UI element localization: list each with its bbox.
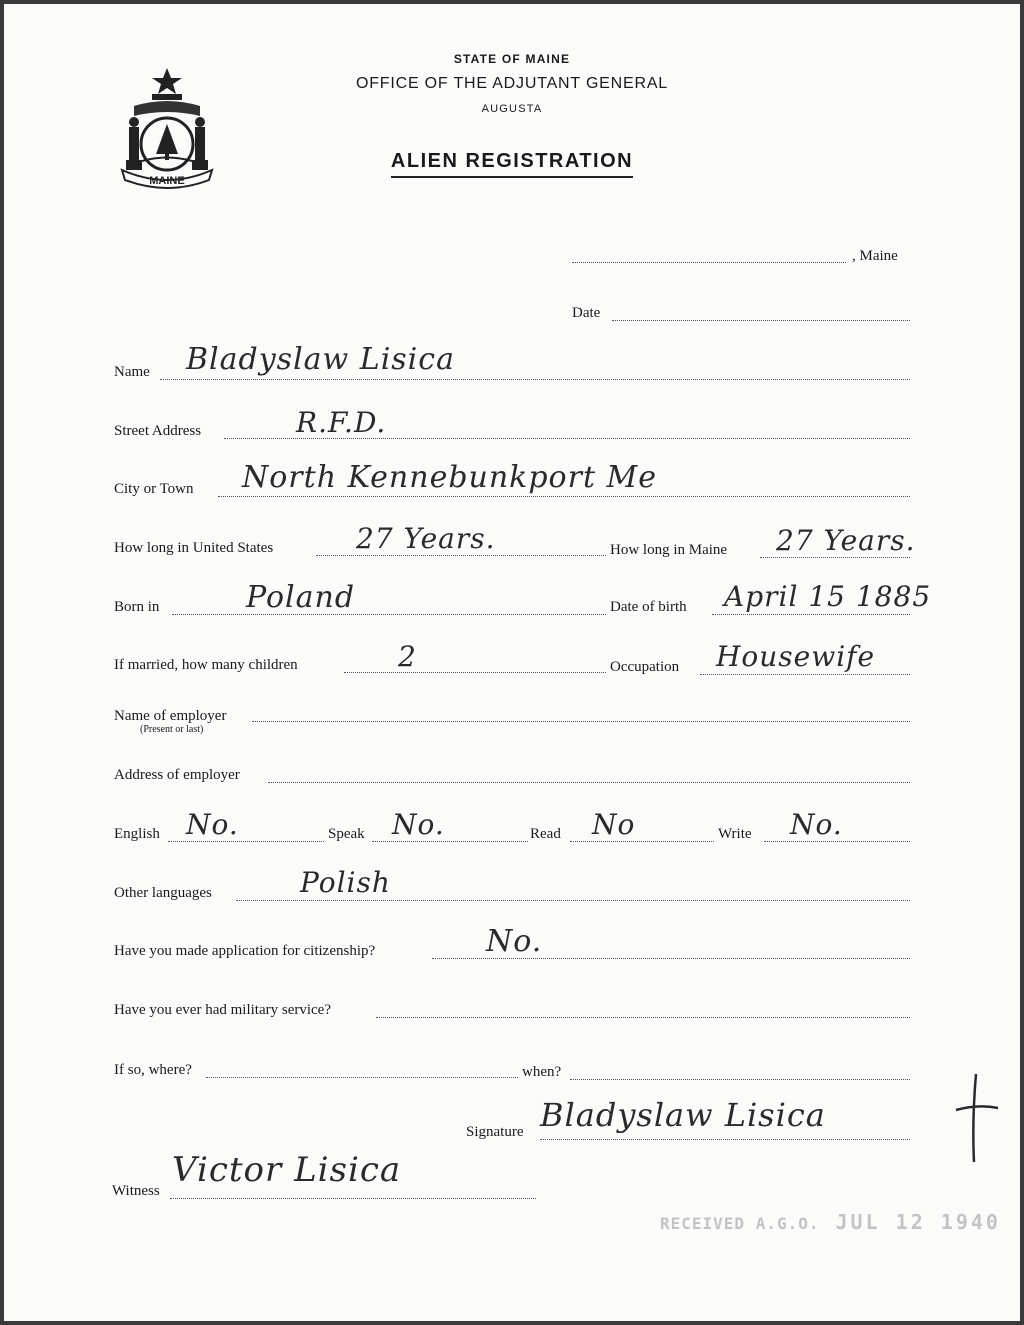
city-value: North Kennebunkport Me [242,460,658,495]
us-long-field[interactable] [316,555,606,556]
read-field[interactable] [570,841,714,842]
dob-field[interactable] [712,614,910,615]
occupation-field[interactable] [700,674,910,675]
other-lang-field[interactable] [236,900,910,901]
born-value: Poland [246,580,356,615]
signature-label: Signature [466,1124,524,1140]
write-field[interactable] [764,841,910,842]
maine-long-value: 27 Years. [776,524,916,557]
name-field[interactable] [160,379,910,380]
english-label: English [114,826,160,842]
employer-address-field[interactable] [268,782,910,783]
name-label: Name [114,364,150,380]
occupation-label: Occupation [610,659,680,675]
us-long-label: How long in United States [114,540,274,556]
citizenship-label: Have you made application for citizenship? [114,943,376,959]
when-label: when? [522,1064,562,1080]
children-field[interactable] [344,672,606,673]
city-label: City or Town [114,481,194,497]
military-field[interactable] [376,1017,910,1018]
signature-value: Bladyslaw Lisica [540,1096,826,1134]
date-field[interactable] [612,320,910,321]
employer-label: Name of employer [114,708,227,724]
citizenship-value: No. [486,924,543,959]
employer-field[interactable] [252,721,910,722]
write-value: No. [790,808,843,841]
other-lang-label: Other languages [114,885,212,901]
read-label: Read [530,826,561,842]
employer-address-label: Address of employer [114,767,240,783]
town-line[interactable] [572,262,846,263]
street-value: R.F.D. [296,406,387,439]
header-office: OFFICE OF THE ADJUTANT GENERAL [355,75,669,92]
born-label: Born in [114,599,160,615]
children-label: If married, how many children [114,657,298,673]
header-state: STATE OF MAINE [453,52,571,66]
english-field[interactable] [168,841,324,842]
where-field[interactable] [206,1077,518,1078]
employer-sublabel: (Present or last) [140,724,204,735]
write-label: Write [718,826,752,842]
city-field[interactable] [218,496,910,497]
where-label: If so, where? [114,1062,192,1078]
dob-label: Date of birth [610,599,687,615]
maine-long-field[interactable] [760,557,910,558]
page-title: ALIEN REGISTRATION [0,150,1024,173]
children-value: 2 [398,640,417,673]
witness-value: Victor Lisica [172,1150,402,1190]
speak-label: Speak [328,826,365,842]
svg-text:MAINE: MAINE [149,175,185,187]
received-stamp: RECEIVED A.G.O. JUL 12 1940 [660,1210,1001,1234]
born-field[interactable] [172,614,606,615]
witness-field[interactable] [170,1198,536,1199]
witness-label: Witness [112,1183,160,1199]
signature-field[interactable] [540,1139,910,1140]
read-value: No [592,808,636,841]
speak-field[interactable] [372,841,528,842]
maine-long-label: How long in Maine [610,542,728,558]
when-field[interactable] [570,1079,910,1080]
name-value: Bladyslaw Lisica [186,342,455,377]
other-lang-value: Polish [300,866,391,899]
military-label: Have you ever had military service? [114,1002,331,1018]
speak-value: No. [392,808,445,841]
street-label: Street Address [114,423,202,439]
dob-value: April 15 1885 [724,580,932,613]
date-label: Date [572,305,601,321]
us-long-value: 27 Years. [356,522,496,555]
english-value: No. [186,808,239,841]
occupation-value: Housewife [716,640,876,673]
cross-mark-icon [952,1070,1002,1166]
maine-suffix: , Maine [852,248,898,264]
header-city: AUGUSTA [481,103,543,115]
